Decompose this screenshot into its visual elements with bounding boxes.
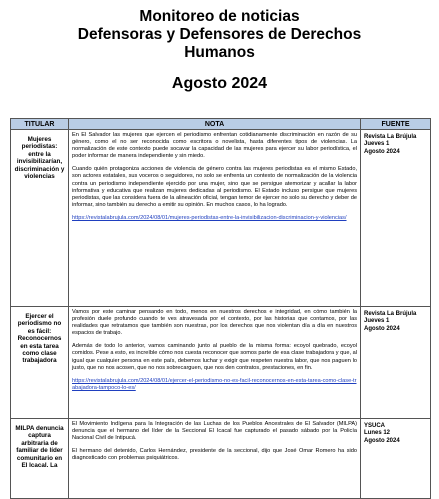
- row-fuente: [361, 130, 431, 307]
- fuente-date: Agosto 2024: [364, 148, 400, 155]
- fuente-date: Agosto 2024: [364, 325, 400, 332]
- nota-paragraph: El Movimiento Indígena para la Integración de las Luchas de los Pueblos Ancestrales de El Salvador (MILPA) denuncia que el hermano del líder de la Seccional El Icacal fue capturado el pasado sábado por la Policía Nacional Civil de Intipucá.: [72, 421, 357, 442]
- table-row: [11, 130, 431, 307]
- table-row: [11, 307, 431, 419]
- header-month: Agosto 2024: [171, 75, 268, 92]
- header-title-line-1: Monitoreo de noticias: [139, 8, 300, 25]
- source-link[interactable]: https://revistalabrujula.com/2024/08/01/mujeres-periodistas-entre-la-invisibilizacion-discriminacion-y-violencias/: [72, 214, 347, 221]
- row-titular: Ejercer el periodismo no es fácil: Reconocernos en esta tarea como clase trabajadora: [11, 307, 69, 419]
- fuente-day: Jueves 1: [364, 318, 390, 325]
- table-row: [11, 419, 431, 499]
- news-table: [10, 118, 431, 499]
- nota-paragraph: Cuando quién protagoniza acciones de violencia de género contra las mujeres periodistas es el mismo Estado, son actores estatales, sus voceros o seguidores, no solo se enfrenta un contexto de normalización de la violencia contra un periodismo independiente ejercido por una mujer, sino que se persigue atemorizar y acallar la labor informativa y educativa que realizan mujeres dedicadas al periodismo. El Estado incluso persigue que mujeres periodistas, que las considera fuera de la alineación oficial, tengan temor de ejercer no solo su derecho y deber de informar, sino también su derecho a emitir su opinión. En muchos casos, lo ha logrado.: [72, 166, 357, 208]
- row-fuente: [361, 419, 431, 499]
- row-fuente: [361, 307, 431, 419]
- nota-paragraph: Vamos por este caminar pensando en todo, menos en nuestros derechos e integridad, en cómo también la profesión duele profundo cuando te ves atravesada por el contexto, por las historias que contamos, por las realidades que retratamos que también son nuestras, por los derechos que nos violentan día a día en nuestros espacios de trabajo.: [72, 309, 357, 337]
- source-link[interactable]: https://revistalabrujula.com/2024/08/01/ejercer-el-periodismo-no-es-facil-reconocernos-en-esta-tarea-como-clase-trabajadora-tampoco-lo-es/: [72, 377, 357, 391]
- nota-paragraph: El hermano del detenido, Carlos Hernández, presidente de la seccional, dijo que José Omar Romero ha sido diagnosticado con problemas psiquiátricos.: [72, 448, 357, 462]
- header-title-line-2: Defensoras y Defensores de Derechos: [77, 26, 362, 43]
- row-titular: MILPA denuncia captura arbitraria de familiar de líder comunitario en El Icacal. La: [11, 419, 69, 499]
- nota-paragraph: En El Salvador las mujeres que ejercen el periodismo enfrentan cotidianamente discriminación en razón de su género, como el no ser reconocida como escritora o novelista, hasta diferentes tipos de violencias. La normalización de este contexto puede socavar la capacidad de las mujeres para ejercer su labor periodística, el poder informar de manera independiente y sin miedo.: [72, 132, 357, 160]
- header-title-line-3: Humanos: [184, 44, 255, 61]
- row-nota: [69, 419, 361, 499]
- fuente-outlet: Revista La Brújula: [364, 311, 417, 317]
- fuente-outlet: Revista La Brújula: [364, 134, 417, 140]
- column-header-fuente: FUENTE: [361, 119, 431, 130]
- row-nota: [69, 307, 361, 419]
- fuente-day: Lunes 12: [364, 430, 391, 437]
- table-header-row: [11, 119, 431, 130]
- document-page: [0, 8, 439, 470]
- fuente-outlet: YSUCA: [364, 423, 386, 429]
- row-nota: [69, 130, 361, 307]
- document-header: [0, 8, 439, 93]
- nota-paragraph: Además de todo lo anterior, vamos caminando junto al pueblo de la misma forma: ecoyol quebrado, ecoyol comidos. Pese a esto, es increíble cómo nos cuesta reconocer que somos parte de esa clase trabajadora y que, al igual que cualquier persona en este país, debemos luchar y exigir que respeten nuestra labor, que nos paguen lo justo, que no nos acosen, que no nos sobrecarguen, que nos den contratos, prestaciones, en fin.: [72, 343, 357, 371]
- fuente-day: Jueves 1: [364, 141, 390, 148]
- row-titular: Mujeres periodistas: entre la invisibilizarían, discriminación y violencias: [11, 130, 69, 307]
- fuente-date: Agosto 2024: [364, 437, 400, 444]
- column-header-titular: TITULAR: [11, 119, 69, 130]
- column-header-nota: NOTA: [69, 119, 361, 130]
